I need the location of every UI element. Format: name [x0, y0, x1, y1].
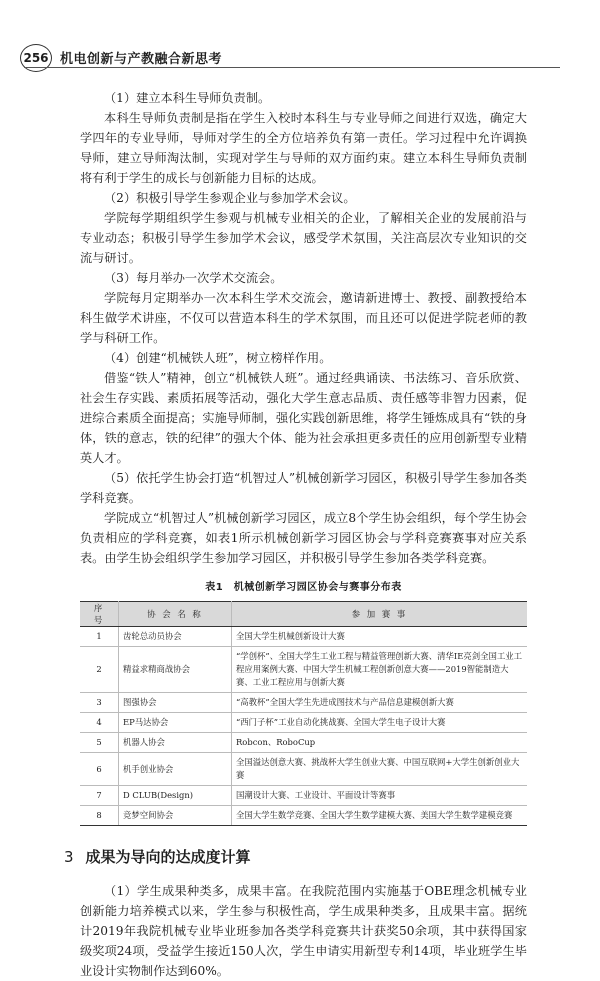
- row-no: 8: [80, 806, 119, 826]
- paragraph: 学院每学期组织学生参观与机械专业相关的企业，了解相关企业的发展前沿与专业动态；积极引导学生参加学术会议，感受学术氛围，关注高层次专业知识的交流与研讨。: [80, 211, 527, 265]
- paragraph: （3）每月举办一次学术交流会。: [104, 271, 283, 285]
- header-rule: [24, 67, 560, 68]
- table-row: [80, 693, 527, 713]
- row-association: 竞梦空间协会: [119, 806, 232, 826]
- paragraph: （2）积极引导学生参观企业与参加学术会议。: [104, 191, 356, 205]
- paragraph: （4）创建“机械铁人班”，树立榜样作用。: [104, 351, 332, 365]
- header-no: 序 号: [80, 602, 119, 627]
- table-row: [80, 713, 527, 733]
- row-no: 1: [80, 627, 119, 647]
- paragraph: 借鉴“铁人”精神，创立“机械铁人班”。通过经典诵读、书法练习、音乐欣赏、社会生存实践、素质拓展等活动，强化大学生意志品质、责任感等非智力因素，促进综合素质全面提高；实施导师制，强化实践创新思维，将学生锤炼成具有“铁的身体，铁的意志，铁的纪律”的强大个体、能为社会承担更多责任的应用创新型专业精英人才。: [80, 371, 527, 465]
- row-events: 全国溢达创意大赛、挑战杯大学生创业大赛、中国互联网+大学生创新创业大赛: [232, 753, 528, 786]
- row-events: “西门子杯”工业自动化挑战赛、全国大学生电子设计大赛: [232, 713, 528, 733]
- table-row: [80, 627, 527, 647]
- row-no: 4: [80, 713, 119, 733]
- row-association: EP马达协会: [119, 713, 232, 733]
- row-association: 齿轮总动员协会: [119, 627, 232, 647]
- row-association: 机手创业协会: [119, 753, 232, 786]
- table-row: [80, 733, 527, 753]
- row-association: 精益求精商战协会: [119, 647, 232, 693]
- page-body: [64, 88, 527, 981]
- row-association: D CLUB(Design): [119, 786, 232, 806]
- table-row: [80, 647, 527, 693]
- paragraph: （5）依托学生协会打造“机智过人”机械创新学习园区，积极引导学生参加各类学科竞赛。: [80, 471, 527, 505]
- section-heading: [64, 846, 527, 867]
- row-events: 全国大学生机械创新设计大赛: [232, 627, 528, 647]
- row-no: 2: [80, 647, 119, 693]
- table-header-row: [80, 602, 527, 627]
- paragraph: 学院成立“机智过人”机械创新学习园区，成立8个学生协会组织，每个学生协会负责相应的学科竞赛，如表1所示机械创新学习园区协会与学科竞赛赛事对应关系表。由学生协会组织学生参加学习园区，并积极引导学生参加各类学科竞赛。: [80, 511, 527, 565]
- row-events: 国潮设计大赛、工业设计、平面设计等赛事: [232, 786, 528, 806]
- row-events: “高教杯”全国大学生先进成图技术与产品信息建模创新大赛: [232, 693, 528, 713]
- table-row: [80, 786, 527, 806]
- row-events: Robcon、RoboCup: [232, 733, 528, 753]
- row-no: 7: [80, 786, 119, 806]
- paragraph: 本科生导师负责制是指在学生入校时本科生与专业导师之间进行双选，确定大学四年的专业导师，导师对学生的全方位培养负有第一责任。学习过程中允许调换导师，建立导师淘汰制，实现对学生与导师的双方面约束。建立本科生导师负责制将有利于学生的成长与创新能力目标的达成。: [80, 111, 527, 185]
- table-row: [80, 806, 527, 826]
- table-row: [80, 753, 527, 786]
- row-events: 全国大学生数学竞赛、全国大学生数学建模大赛、美国大学生数学建模竞赛: [232, 806, 528, 826]
- row-association: 图强协会: [119, 693, 232, 713]
- table-caption: 表1 机械创新学习园区协会与赛事分布表: [205, 582, 402, 593]
- section-title: 成果为导向的达成度计算: [85, 848, 251, 866]
- row-association: 机器人协会: [119, 733, 232, 753]
- page-number: 256: [20, 44, 52, 72]
- section-number: 3: [64, 848, 74, 866]
- paragraph: （1）建立本科生导师负责制。: [104, 91, 271, 105]
- header-association: 协 会 名 称: [119, 602, 232, 627]
- paragraph: 学院每月定期举办一次本科生学术交流会，邀请新进博士、教授、副教授给本科生做学术讲座，不仅可以营造本科生的学术氛围，而且还可以促进学院老师的教学与科研工作。: [80, 291, 527, 345]
- events-table: [80, 601, 527, 826]
- row-no: 3: [80, 693, 119, 713]
- row-no: 5: [80, 733, 119, 753]
- row-no: 6: [80, 753, 119, 786]
- book-title: 机电创新与产教融合新思考: [60, 52, 223, 67]
- header-events: 参 加 赛 事: [232, 602, 528, 627]
- paragraph: （1）学生成果种类多，成果丰富。在我院范围内实施基于OBE理念机械专业创新能力培养模式以来，学生参与积极性高，学生成果种类多，且成果丰富。据统计2019年我院机械专业毕业班参加各类学科竞赛共计获奖50余项，其中获得国家级奖项24项，受益学生接近150人次，学生申请实用新型专利14项，毕业班学生毕业设计实物制作达到60%。: [80, 884, 527, 978]
- row-events: “学创杯”、全国大学生工业工程与精益管理创新大赛、清华IE亮剑全国工业工程应用案例大赛、中国大学生机械工程创新创意大赛——2019智能制造大赛、工业工程应用与创新大赛: [232, 647, 528, 693]
